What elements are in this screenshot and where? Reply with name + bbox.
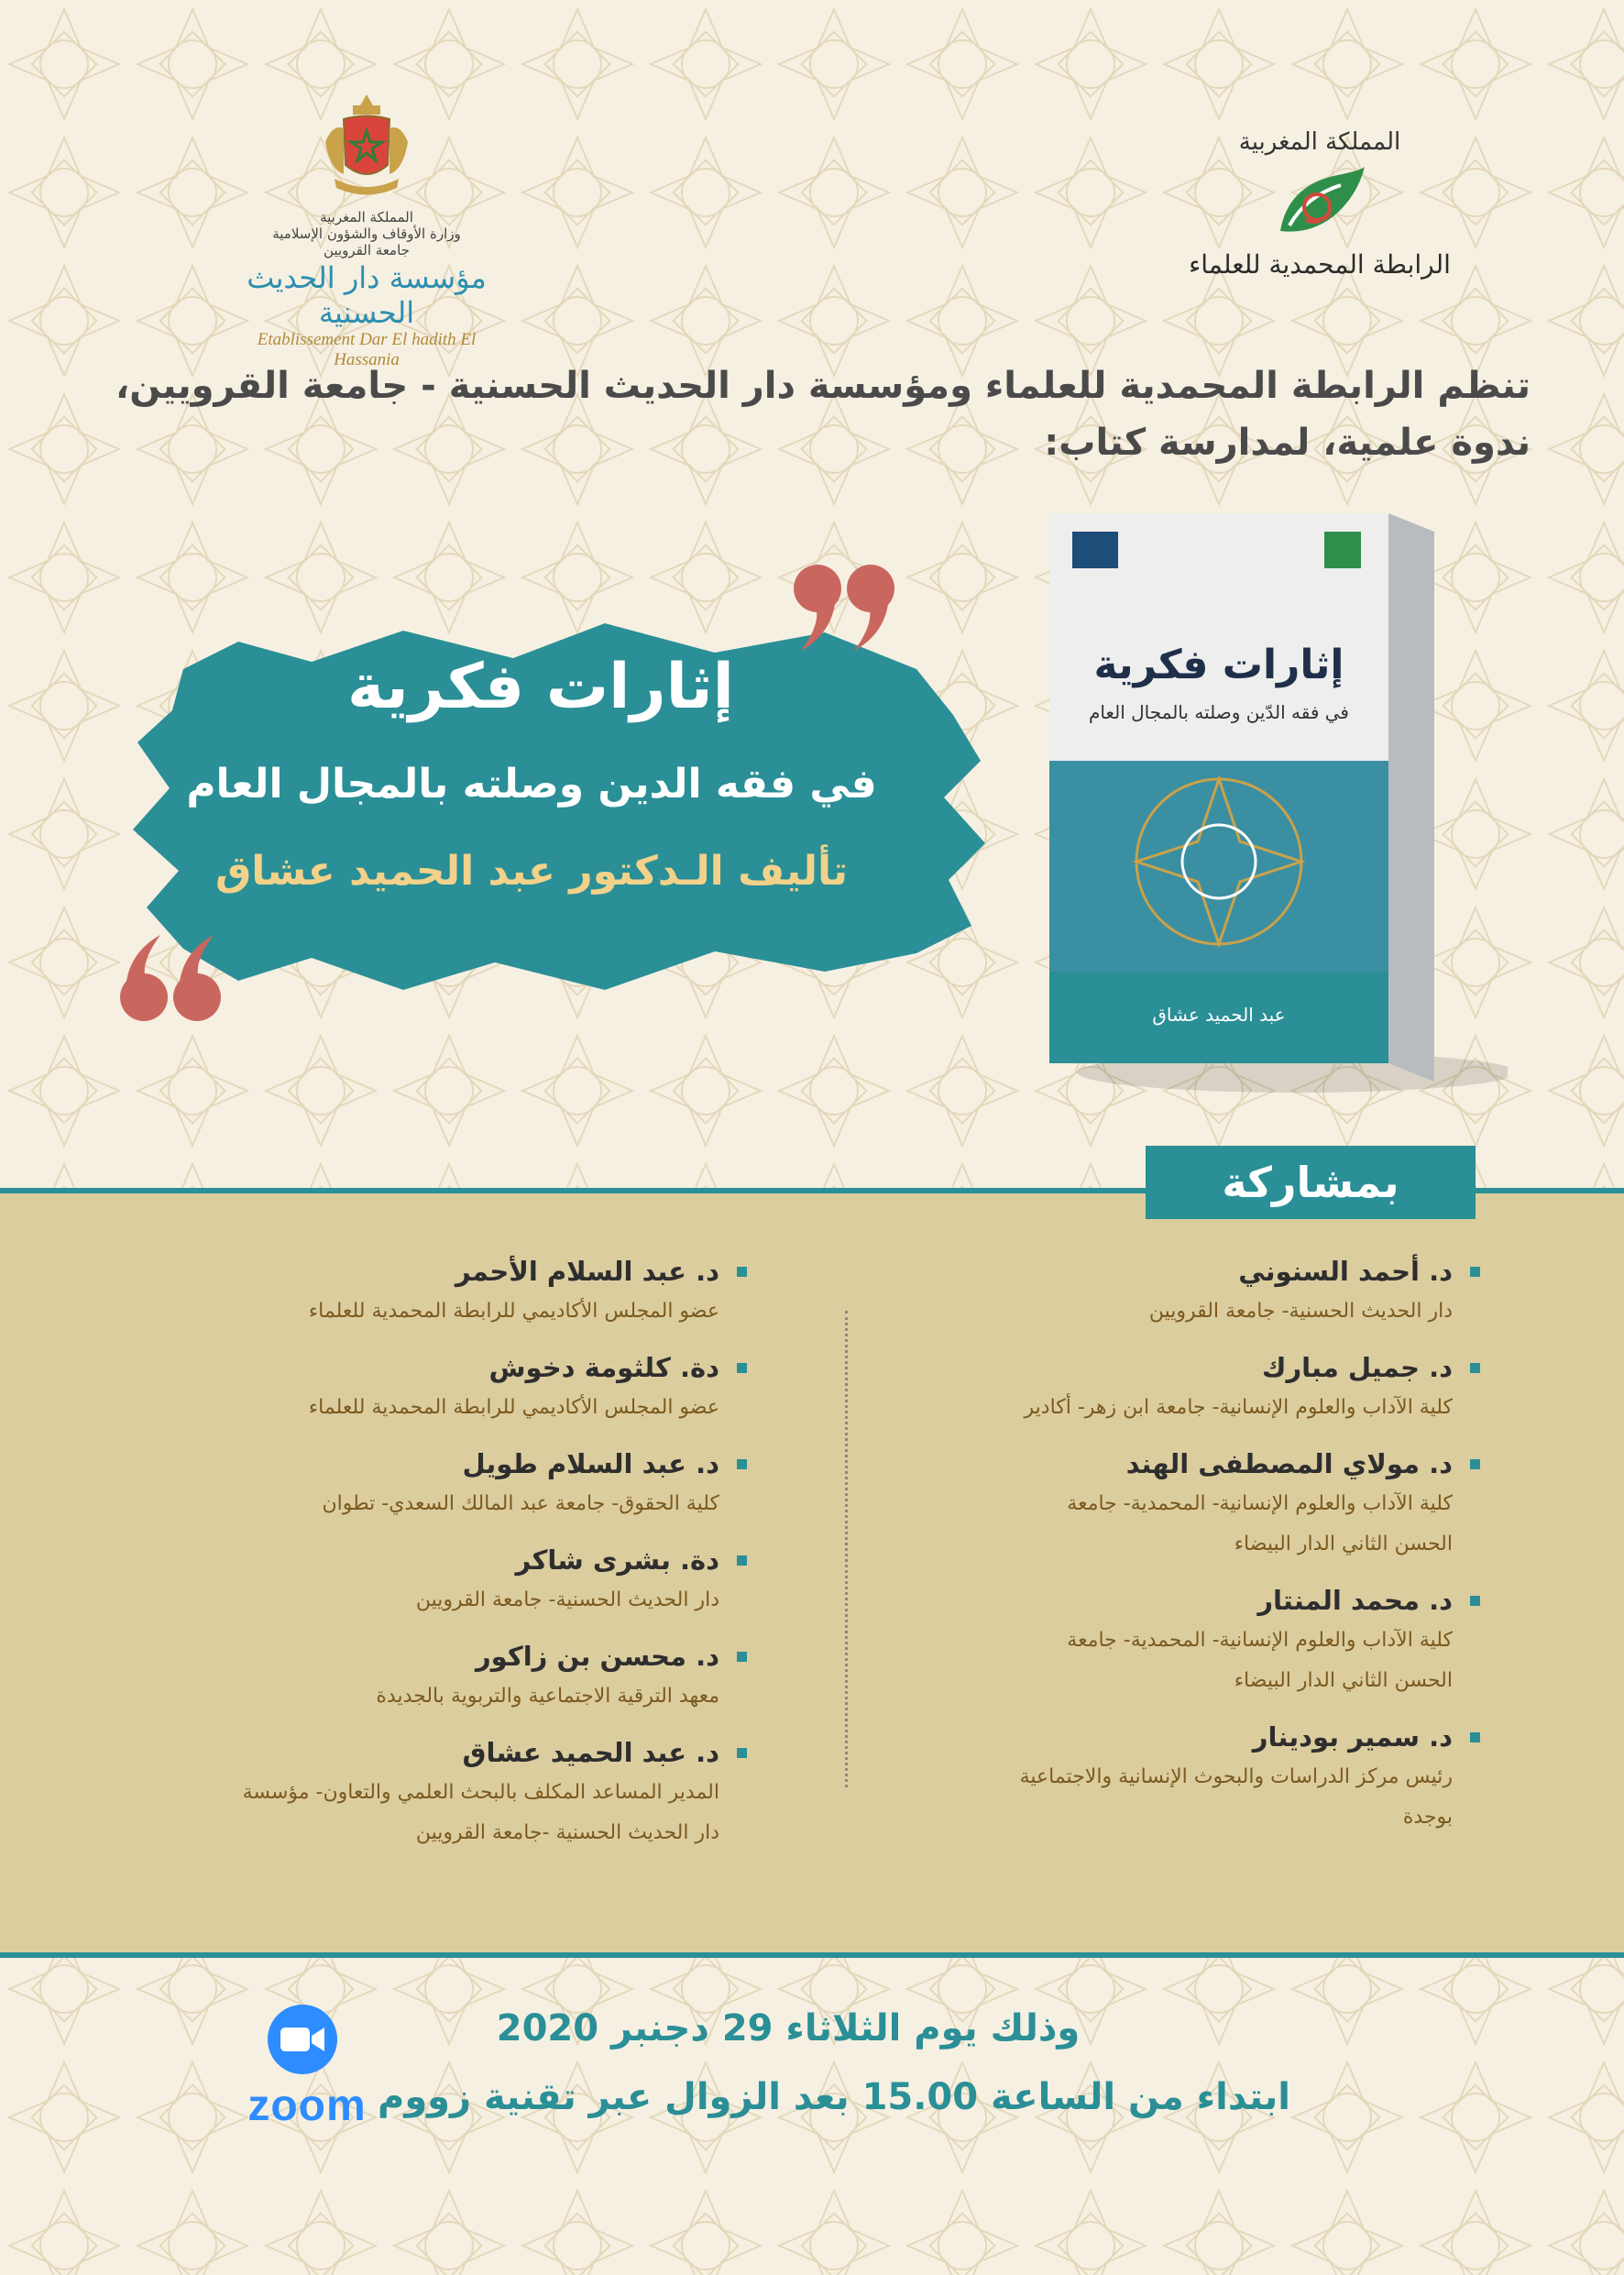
intro-line: تنظم الرابطة المحمدية للعلماء ومؤسسة دار الحديث الحسنية - جامعة القرويين، bbox=[115, 365, 1531, 407]
participant-role: عضو المجلس الأكاديمي للرابطة المحمدية للعلماء bbox=[308, 1396, 719, 1419]
participants-heading: بمشاركة bbox=[1146, 1146, 1476, 1219]
panel-bottom-border bbox=[0, 1952, 1624, 1958]
bullet-icon bbox=[1470, 1267, 1480, 1277]
zoom-icon bbox=[266, 2003, 339, 2076]
participant-name: د. عبد السلام الأحمر bbox=[455, 1256, 719, 1287]
participant-name: د. عبد السلام طويل bbox=[462, 1448, 719, 1479]
participant-role: كلية الحقوق- جامعة عبد المالك السعدي- تطوان bbox=[322, 1492, 719, 1515]
bullet-icon bbox=[737, 1267, 747, 1277]
opening-quote-icon bbox=[115, 926, 225, 1027]
participant-name: د. محمد المنتار bbox=[1257, 1585, 1453, 1616]
ministry-line: المملكة المغربية bbox=[320, 209, 413, 225]
participant bbox=[784, 1251, 1480, 1332]
participant bbox=[784, 1347, 1480, 1428]
book-author-line: تأليف الـدكتور عبد الحميد عشاق bbox=[214, 848, 849, 895]
bullet-icon bbox=[1470, 1596, 1480, 1606]
bullet-icon bbox=[737, 1652, 747, 1662]
participant-role: معهد الترقية الاجتماعية والتربوية بالجديدة bbox=[376, 1685, 719, 1708]
bullet-icon bbox=[1470, 1459, 1480, 1469]
participant-role: الحسن الثاني الدار البيضاء bbox=[1234, 1669, 1453, 1692]
bullet-icon bbox=[1470, 1732, 1480, 1742]
participant-role: عضو المجلس الأكاديمي للرابطة المحمدية للعلماء bbox=[308, 1300, 719, 1323]
participant-name: د. مولاي المصطفى الهند bbox=[1125, 1448, 1453, 1479]
participant-role: دار الحديث الحسنية- جامعة القرويين bbox=[1148, 1300, 1453, 1323]
participant bbox=[50, 1347, 747, 1428]
zoom-wordmark: zoom bbox=[247, 2082, 367, 2130]
participant bbox=[50, 1444, 747, 1524]
participant-role: المدير المساعد المكلف بالبحث العلمي والتعاون- مؤسسة bbox=[242, 1781, 719, 1804]
bullet-icon bbox=[737, 1459, 747, 1469]
participant bbox=[50, 1732, 747, 1853]
bullet-icon bbox=[737, 1748, 747, 1758]
ministry-line: جامعة القرويين bbox=[324, 242, 410, 258]
participant bbox=[50, 1251, 747, 1332]
participants-right-column bbox=[784, 1251, 1480, 1838]
participant-name: دة. بشرى شاكر bbox=[515, 1544, 719, 1576]
participant bbox=[784, 1580, 1480, 1701]
participant-role: دار الحديث الحسنية -جامعة القرويين bbox=[415, 1821, 719, 1844]
participant-name: دة. كلثومة دخوش bbox=[488, 1352, 719, 1383]
bullet-icon bbox=[1470, 1363, 1480, 1373]
book-subtitle: في فقه الدين وصلته بالمجال العام bbox=[186, 761, 877, 808]
kingdom-label: المملكة المغربية bbox=[1238, 128, 1401, 156]
participant bbox=[50, 1636, 747, 1717]
participant bbox=[50, 1540, 747, 1621]
rabita-logo bbox=[1182, 128, 1457, 293]
cover-subtitle: في فقه الدّين وصلته بالمجال العام bbox=[1088, 701, 1349, 723]
intro-text bbox=[110, 357, 1531, 471]
participant-role: كلية الآداب والعلوم الإنسانية- المحمدية- جامعة bbox=[1067, 1492, 1453, 1515]
participant-name: د. أحمد السنوني bbox=[1238, 1256, 1453, 1287]
bullet-icon bbox=[737, 1363, 747, 1373]
rabita-leaf-icon bbox=[1269, 159, 1370, 242]
participant-role: بوجدة bbox=[1402, 1806, 1453, 1829]
book-title: إثارات فكرية bbox=[347, 651, 734, 723]
dar-hadith-name-fr: Etablissement Dar El hadith El Hassania bbox=[257, 330, 477, 369]
bullet-icon bbox=[737, 1555, 747, 1566]
participant-name: د. محسن بن زاكور bbox=[475, 1641, 719, 1672]
participant-role: دار الحديث الحسنية- جامعة القرويين bbox=[415, 1588, 719, 1611]
participant-role: كلية الآداب والعلوم الإنسانية- جامعة ابن زهر- أكادير bbox=[1024, 1396, 1453, 1419]
participant-role: رئيس مركز الدراسات والبحوث الإنسانية والاجتماعية bbox=[1019, 1765, 1453, 1788]
participants-left-column bbox=[50, 1251, 747, 1853]
dar-hadith-name-ar: مؤسسة دار الحديث الحسنية bbox=[247, 260, 487, 330]
participant-name: د. سمير بودينار bbox=[1252, 1721, 1453, 1753]
coat-of-arms-icon bbox=[316, 87, 417, 202]
rabita-name: الرابطة المحمدية للعلماء bbox=[1189, 249, 1451, 280]
participant bbox=[784, 1717, 1480, 1838]
ministry-line: وزارة الأوقاف والشؤون الإسلامية bbox=[272, 225, 461, 242]
event-time: ابتداء من الساعة 15.00 بعد الزوال عبر تقنية زووم bbox=[378, 2076, 1290, 2118]
cover-title: إثارات فكرية bbox=[1093, 642, 1344, 688]
participant-role: كلية الآداب والعلوم الإنسانية- المحمدية- جامعة bbox=[1067, 1629, 1453, 1652]
participant-name: د. جميل مبارك bbox=[1261, 1352, 1453, 1383]
participant-name: د. عبد الحميد عشاق bbox=[462, 1737, 719, 1768]
intro-line: ندوة علمية، لمدارسة كتاب: bbox=[1044, 422, 1531, 464]
event-date: وذلك يوم الثلاثاء 29 دجنبر 2020 bbox=[496, 2007, 1081, 2050]
participant-role: الحسن الثاني الدار البيضاء bbox=[1234, 1533, 1453, 1555]
participant bbox=[784, 1444, 1480, 1565]
closing-quote-icon bbox=[788, 559, 898, 660]
dar-hadith-logo bbox=[229, 87, 504, 369]
book-cover bbox=[994, 495, 1508, 1100]
cover-author: عبد الحميد عشاق bbox=[1152, 1004, 1286, 1026]
